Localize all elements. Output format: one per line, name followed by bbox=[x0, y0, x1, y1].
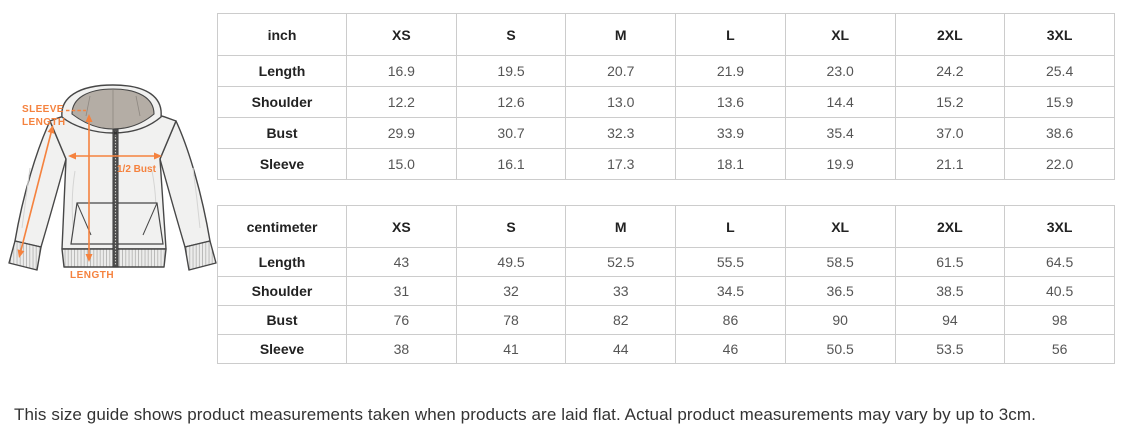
measurement-value: 90 bbox=[785, 306, 895, 335]
measurement-label: Length bbox=[218, 248, 347, 277]
measurement-value: 43 bbox=[347, 248, 457, 277]
half-bust-label: 1/2 Bust bbox=[117, 164, 156, 175]
measurement-value: 15.0 bbox=[347, 149, 457, 180]
size-column-header: XS bbox=[347, 206, 457, 248]
measurement-value: 32.3 bbox=[566, 118, 676, 149]
measurement-value: 21.1 bbox=[895, 149, 1005, 180]
measurement-row bbox=[218, 335, 1115, 364]
measurement-value: 25.4 bbox=[1005, 56, 1115, 87]
measurement-label: Sleeve bbox=[218, 149, 347, 180]
size-column-header: XL bbox=[785, 206, 895, 248]
size-column-header: XL bbox=[785, 14, 895, 56]
measurement-row bbox=[218, 149, 1115, 180]
measurement-value: 76 bbox=[347, 306, 457, 335]
header-row bbox=[218, 206, 1115, 248]
right-cuff bbox=[185, 241, 216, 270]
measurement-value: 24.2 bbox=[895, 56, 1005, 87]
size-column-header: 3XL bbox=[1005, 206, 1115, 248]
measurement-value: 44 bbox=[566, 335, 676, 364]
measurement-label: Sleeve bbox=[218, 335, 347, 364]
measurement-row bbox=[218, 118, 1115, 149]
measurement-value: 32 bbox=[456, 277, 566, 306]
measurement-value: 52.5 bbox=[566, 248, 676, 277]
measurement-value: 38.6 bbox=[1005, 118, 1115, 149]
measurement-label: Shoulder bbox=[218, 277, 347, 306]
measurement-value: 35.4 bbox=[785, 118, 895, 149]
size-table-centimeter bbox=[217, 205, 1115, 364]
measurement-value: 55.5 bbox=[676, 248, 786, 277]
measurement-value: 31 bbox=[347, 277, 457, 306]
measurement-value: 19.9 bbox=[785, 149, 895, 180]
measurement-value: 13.6 bbox=[676, 87, 786, 118]
measurement-row bbox=[218, 56, 1115, 87]
measurement-value: 94 bbox=[895, 306, 1005, 335]
measurement-value: 49.5 bbox=[456, 248, 566, 277]
measurement-value: 82 bbox=[566, 306, 676, 335]
measurement-value: 19.5 bbox=[456, 56, 566, 87]
measurement-label: Bust bbox=[218, 118, 347, 149]
measurement-value: 18.1 bbox=[676, 149, 786, 180]
size-column-header: 2XL bbox=[895, 206, 1005, 248]
size-guide-note: This size guide shows product measurements taken when products are laid flat. Actual product measurements may vary by up to 3cm. bbox=[14, 405, 1036, 424]
measurement-value: 12.6 bbox=[456, 87, 566, 118]
size-table-inch bbox=[217, 13, 1115, 180]
measurement-value: 53.5 bbox=[895, 335, 1005, 364]
measurement-value: 21.9 bbox=[676, 56, 786, 87]
measurement-value: 13.0 bbox=[566, 87, 676, 118]
measurement-value: 37.0 bbox=[895, 118, 1005, 149]
measurement-value: 16.1 bbox=[456, 149, 566, 180]
size-column-header: S bbox=[456, 206, 566, 248]
measurement-value: 78 bbox=[456, 306, 566, 335]
measurement-value: 17.3 bbox=[566, 149, 676, 180]
size-column-header: 3XL bbox=[1005, 14, 1115, 56]
measurement-label: Length bbox=[218, 56, 347, 87]
size-column-header: M bbox=[566, 206, 676, 248]
measurement-value: 64.5 bbox=[1005, 248, 1115, 277]
sleeve-length-label-line1: SLEEVE bbox=[22, 104, 64, 115]
size-column-header: XS bbox=[347, 14, 457, 56]
length-label: LENGTH bbox=[70, 270, 115, 281]
measurement-value: 15.9 bbox=[1005, 87, 1115, 118]
measurement-value: 41 bbox=[456, 335, 566, 364]
measurement-label: Bust bbox=[218, 306, 347, 335]
unit-label: centimeter bbox=[218, 206, 347, 248]
measurement-value: 20.7 bbox=[566, 56, 676, 87]
measurement-value: 46 bbox=[676, 335, 786, 364]
measurement-value: 34.5 bbox=[676, 277, 786, 306]
size-column-header: S bbox=[456, 14, 566, 56]
hoodie-measurement-diagram bbox=[0, 76, 220, 308]
measurement-value: 22.0 bbox=[1005, 149, 1115, 180]
size-column-header: 2XL bbox=[895, 14, 1005, 56]
measurement-row bbox=[218, 248, 1115, 277]
measurement-value: 86 bbox=[676, 306, 786, 335]
measurement-value: 61.5 bbox=[895, 248, 1005, 277]
measurement-row bbox=[218, 306, 1115, 335]
unit-label: inch bbox=[218, 14, 347, 56]
left-cuff bbox=[9, 241, 41, 270]
zipper bbox=[113, 129, 118, 267]
measurement-value: 36.5 bbox=[785, 277, 895, 306]
measurement-value: 23.0 bbox=[785, 56, 895, 87]
measurement-value: 29.9 bbox=[347, 118, 457, 149]
size-column-header: M bbox=[566, 14, 676, 56]
measurement-value: 30.7 bbox=[456, 118, 566, 149]
measurement-label: Shoulder bbox=[218, 87, 347, 118]
size-column-header: L bbox=[676, 14, 786, 56]
measurement-value: 50.5 bbox=[785, 335, 895, 364]
measurement-value: 98 bbox=[1005, 306, 1115, 335]
measurement-row bbox=[218, 277, 1115, 306]
measurement-value: 58.5 bbox=[785, 248, 895, 277]
measurement-row bbox=[218, 87, 1115, 118]
measurement-value: 33.9 bbox=[676, 118, 786, 149]
measurement-value: 14.4 bbox=[785, 87, 895, 118]
size-column-header: L bbox=[676, 206, 786, 248]
measurement-value: 33 bbox=[566, 277, 676, 306]
measurement-value: 38.5 bbox=[895, 277, 1005, 306]
measurement-value: 16.9 bbox=[347, 56, 457, 87]
measurement-value: 15.2 bbox=[895, 87, 1005, 118]
measurement-value: 38 bbox=[347, 335, 457, 364]
sleeve-length-label-line2: LENGTH bbox=[22, 117, 66, 128]
measurement-value: 12.2 bbox=[347, 87, 457, 118]
header-row bbox=[218, 14, 1115, 56]
measurement-value: 40.5 bbox=[1005, 277, 1115, 306]
measurement-value: 56 bbox=[1005, 335, 1115, 364]
zipper-pull bbox=[114, 131, 117, 134]
